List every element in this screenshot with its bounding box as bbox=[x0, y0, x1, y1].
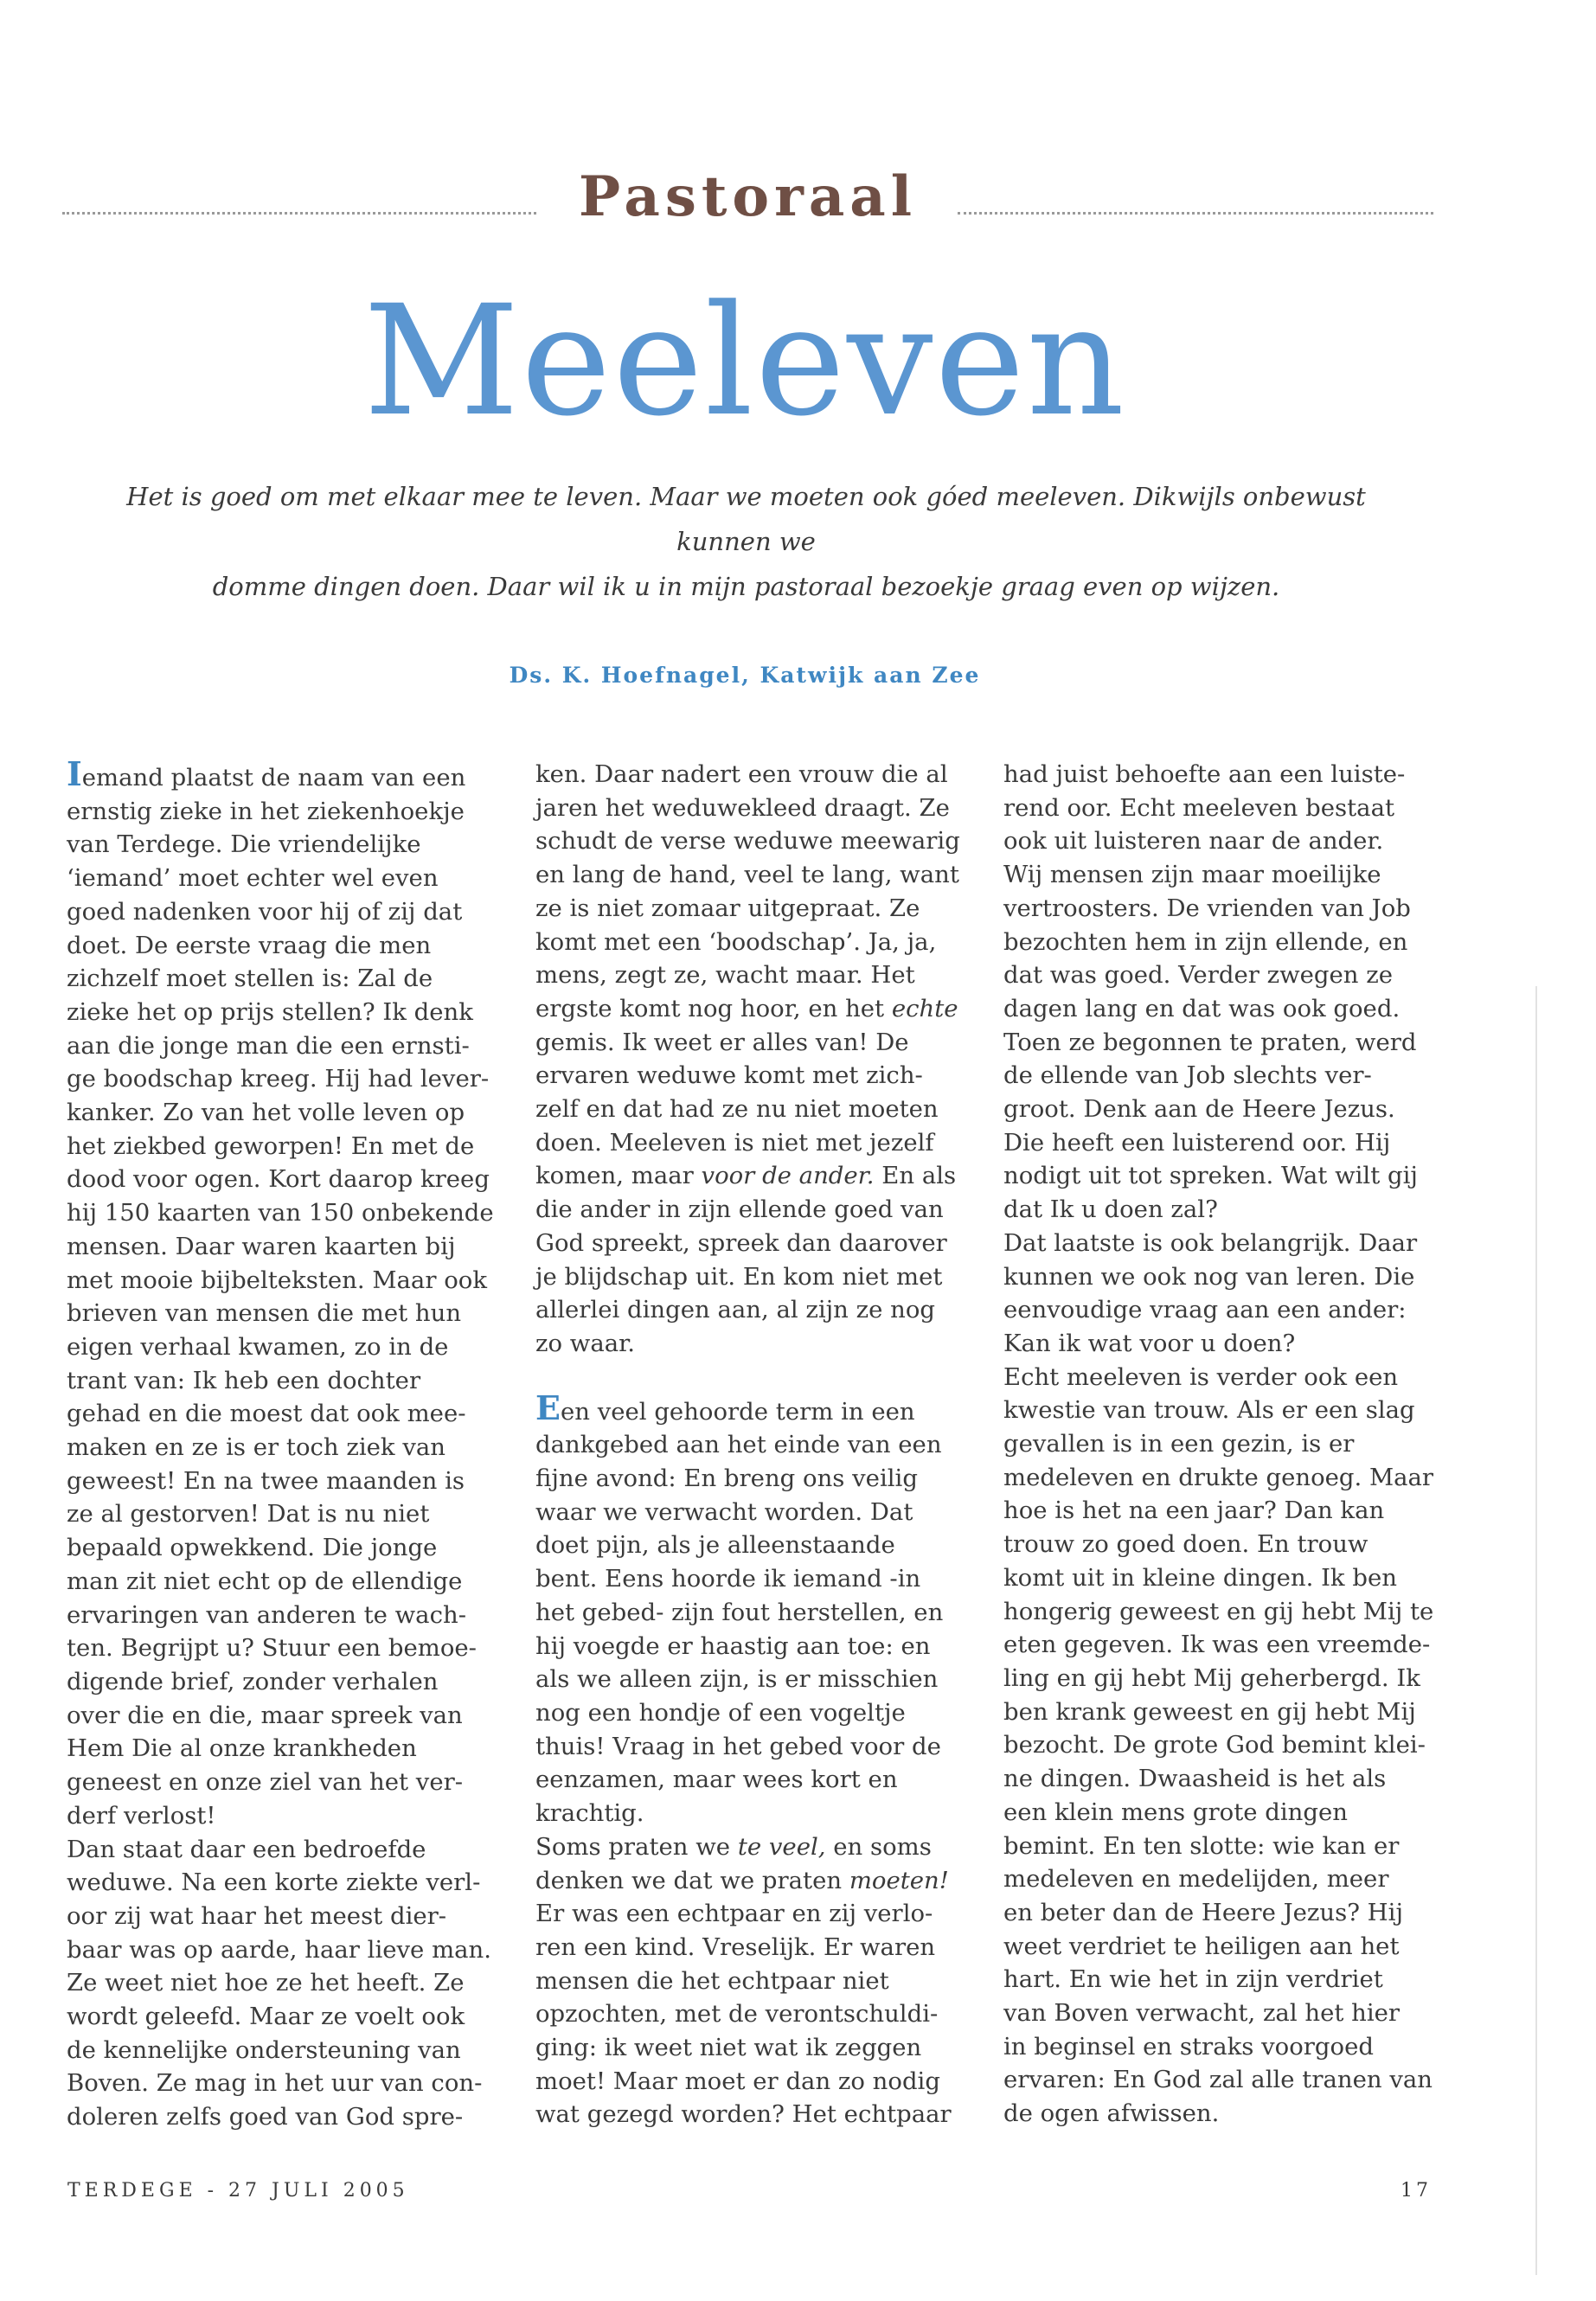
text-line: hongerig geweest en gij hebt Mij te bbox=[1003, 1597, 1434, 1625]
text-line: ne dingen. Dwaasheid is het als bbox=[1003, 1765, 1387, 1793]
text-line: hoe is het na een jaar? Dan kan bbox=[1003, 1497, 1385, 1525]
page-number: 17 bbox=[1401, 2180, 1432, 2202]
column-lines bbox=[535, 1026, 958, 1160]
column-lines bbox=[535, 758, 958, 992]
text-line: medeleven en medelijden, meer bbox=[1003, 1865, 1389, 1894]
text-line: die ander in zijn ellende goed van bbox=[535, 1195, 944, 1224]
text-line: waar we verwacht worden. Dat bbox=[535, 1497, 913, 1526]
text-line: dankgebed aan het einde van een bbox=[535, 1431, 942, 1459]
text-line: ernstig zieke in het ziekenhoekje bbox=[67, 797, 465, 825]
text-line: met mooie bijbelteksten. Maar ook bbox=[67, 1266, 487, 1294]
text-line: geweest! En na twee maanden is bbox=[67, 1466, 465, 1495]
section-label: Pastoraal bbox=[578, 164, 918, 229]
text-line: mensen die het echtpaar niet bbox=[535, 1966, 889, 1995]
column-lines bbox=[535, 1193, 958, 1361]
text-line: een klein mens grote dingen bbox=[1003, 1798, 1348, 1826]
text-line: Boven. Ze mag in het uur van con- bbox=[67, 2069, 483, 2098]
text-line: baar was op aarde, haar lieve man. bbox=[67, 1935, 491, 1964]
text-line: ervaringen van anderen te wach- bbox=[67, 1600, 466, 1629]
text-line: hij voegde er haastig aan toe: en bbox=[535, 1631, 931, 1660]
text-line: ling en gij hebt Mij geherbergd. Ik bbox=[1003, 1663, 1420, 1692]
text-line: God spreekt, spreek dan daarover bbox=[535, 1228, 947, 1257]
text-line: krachtig. bbox=[535, 1799, 644, 1828]
text-line: weet verdriet te heiligen aan het bbox=[1003, 1932, 1400, 1960]
text-line: ook uit luisteren naar de ander. bbox=[1003, 827, 1384, 856]
text-line: Een veel gehoorde term in een bbox=[535, 1388, 915, 1427]
text-line: allerlei dingen aan, al zijn ze nog bbox=[535, 1296, 936, 1324]
text-line: doen. Meeleven is niet met jezelf bbox=[535, 1128, 934, 1157]
text-line: doet. De eerste vraag die men bbox=[67, 931, 432, 959]
text-line: nog een hondje of een vogeltje bbox=[535, 1698, 906, 1727]
text-line: dagen lang en dat was ook goed. bbox=[1003, 994, 1401, 1022]
text-line: ren een kind. Vreselijk. Er waren bbox=[535, 1932, 936, 1961]
text-column-3 bbox=[1003, 758, 1434, 2131]
article-title: Meeleven bbox=[363, 272, 1126, 450]
text-line: groot. Denk aan de Heere Jezus. bbox=[1003, 1095, 1395, 1124]
text-column-1 bbox=[67, 754, 494, 2134]
section-header bbox=[62, 164, 1433, 242]
text-line: komt met een ‘boodschap’. Ja, ja, bbox=[535, 927, 937, 956]
text-line: medeleven en drukte genoeg. Maar bbox=[1003, 1463, 1434, 1491]
text-line: de ellende van Job slechts ver- bbox=[1003, 1061, 1372, 1090]
text-line: ge boodschap kreeg. Hij had lever- bbox=[67, 1065, 490, 1093]
text-line: de kennelijke ondersteuning van bbox=[67, 2035, 461, 2064]
text-line: komen, maar voor de ander. En als bbox=[535, 1162, 957, 1190]
text-line: fijne avond: En breng ons veilig bbox=[535, 1465, 918, 1493]
page-edge-line bbox=[1535, 986, 1537, 2275]
text-line: bent. Eens hoorde ik iemand -in bbox=[535, 1565, 921, 1593]
text-line: Die heeft een luisterend oor. Hij bbox=[1003, 1128, 1391, 1157]
drop-cap: I bbox=[67, 754, 82, 793]
text-line: rend oor. Echt meeleven bestaat bbox=[1003, 793, 1395, 822]
text-line: brieven van mensen die met hun bbox=[67, 1299, 462, 1328]
text-line: trouw zo goed doen. En trouw bbox=[1003, 1530, 1368, 1559]
text-line: eigen verhaal kwamen, zo in de bbox=[67, 1332, 449, 1361]
paragraph-gap bbox=[535, 1361, 958, 1392]
text-line: kunnen we ook nog van leren. Die bbox=[1003, 1262, 1415, 1291]
text-line: gevallen is in een gezin, is er bbox=[1003, 1430, 1355, 1458]
text-line: Kan ik wat voor u doen? bbox=[1003, 1329, 1296, 1357]
drop-cap: E bbox=[535, 1388, 561, 1427]
text-line: eten gegeven. Ik was een vreemde- bbox=[1003, 1631, 1431, 1659]
text-line: Er was een echtpaar en zij verlo- bbox=[535, 1900, 933, 1928]
author-byline: Ds. K. Hoefnagel, Katwijk aan Zee bbox=[509, 663, 981, 688]
text-line: dood voor ogen. Kort daarop kreeg bbox=[67, 1165, 490, 1194]
text-line: bezocht. De grote God bemint klei- bbox=[1003, 1731, 1426, 1759]
text-line: dat was goed. Verder zwegen ze bbox=[1003, 961, 1394, 990]
text-line: opzochten, met de verontschuldi- bbox=[535, 2000, 939, 2029]
text-line: van Terdege. Die vriendelijke bbox=[67, 830, 421, 859]
dotted-rule-right bbox=[958, 212, 1433, 215]
text-line: kwestie van trouw. Als er een slag bbox=[1003, 1396, 1415, 1425]
footer-publication: TERDEGE - 27 JULI 2005 bbox=[67, 2180, 409, 2202]
text-line: ken. Daar nadert een vrouw die al bbox=[535, 760, 948, 788]
text-line: Dat laatste is ook belangrijk. Daar bbox=[1003, 1228, 1418, 1257]
text-line: ben krank geweest en gij hebt Mij bbox=[1003, 1697, 1416, 1726]
text-line: schudt de verse weduwe meewarig bbox=[535, 827, 960, 856]
text-line: bepaald opwekkend. Die jonge bbox=[67, 1534, 438, 1562]
text-line: jaren het weduwekleed draagt. Ze bbox=[535, 793, 950, 822]
text-line: van Boven verwacht, zal het hier bbox=[1003, 1999, 1401, 2028]
text-line: hij 150 kaarten van 150 onbekende bbox=[67, 1199, 494, 1227]
text-line: Echt meeleven is verder ook een bbox=[1003, 1362, 1399, 1391]
text-line: oor zij wat haar het meest dier- bbox=[67, 1901, 447, 1930]
text-line: ze is niet zomaar uitgepraat. Ze bbox=[535, 894, 920, 922]
text-line: trant van: Ik heb een dochter bbox=[67, 1366, 421, 1394]
text-line: aan die jonge man die een ernsti- bbox=[67, 1031, 470, 1060]
text-line: komt uit in kleine dingen. Ik ben bbox=[1003, 1563, 1397, 1592]
text-line: geneest en onze ziel van het ver- bbox=[67, 1768, 464, 1797]
text-line: zieke het op prijs stellen? Ik denk bbox=[67, 997, 473, 1026]
text-line: moet! Maar moet er dan zo nodig bbox=[535, 2067, 940, 2095]
text-line: en lang de hand, veel te lang, want bbox=[535, 861, 959, 889]
text-line: het ziekbed geworpen! En met de bbox=[67, 1131, 475, 1160]
intro-line: domme dingen doen. Daar wil ik u in mijn pastoraal bezoekje graag even op wijzen. bbox=[212, 572, 1280, 601]
text-line: Wij mensen zijn maar moeilijke bbox=[1003, 861, 1381, 889]
column-lines bbox=[535, 1428, 958, 1830]
text-line: bezochten hem in zijn ellende, en bbox=[1003, 927, 1408, 956]
text-line: de ogen afwissen. bbox=[1003, 2099, 1220, 2128]
text-line: Toen ze begonnen te praten, werd bbox=[1003, 1028, 1417, 1056]
text-line: thuis! Vraag in het gebed voor de bbox=[535, 1732, 941, 1760]
text-line: je blijdschap uit. En kom niet met bbox=[535, 1262, 943, 1291]
text-line: hart. En wie het in zijn verdriet bbox=[1003, 1965, 1383, 1994]
text-line: derf verlost! bbox=[67, 1801, 216, 1830]
text-line: zelf en dat had ze nu niet moeten bbox=[535, 1095, 939, 1124]
text-line: Dan staat daar een bedroefde bbox=[67, 1835, 426, 1863]
text-line: als we alleen zijn, is er misschien bbox=[535, 1665, 939, 1694]
text-line: ten. Begrijpt u? Stuur een bemoe- bbox=[67, 1634, 477, 1663]
text-line: wordt geleefd. Maar ze voelt ook bbox=[67, 2003, 465, 2031]
text-line: kanker. Zo van het volle leven op bbox=[67, 1099, 465, 1127]
text-line: Iemand plaatst de naam van een bbox=[67, 754, 466, 793]
text-line: ze al gestorven! Dat is nu niet bbox=[67, 1500, 430, 1529]
text-line: nodigt uit tot spreken. Wat wilt gij bbox=[1003, 1162, 1418, 1190]
column-lines bbox=[535, 1897, 958, 2131]
text-line: doleren zelfs goed van God spre- bbox=[67, 2103, 464, 2131]
column-lines bbox=[1003, 758, 1434, 2131]
text-line: bemint. En ten slotte: wie kan er bbox=[1003, 1831, 1400, 1860]
text-line: digende brief, zonder verhalen bbox=[67, 1667, 439, 1695]
text-line: weduwe. Na een korte ziekte verl- bbox=[67, 1868, 481, 1897]
text-line: denken we dat we praten moeten! bbox=[535, 1866, 949, 1894]
text-line: ‘iemand’ moet echter wel even bbox=[67, 864, 439, 893]
text-line: eenvoudige vraag aan een ander: bbox=[1003, 1296, 1407, 1324]
text-line: dat Ik u doen zal? bbox=[1003, 1195, 1218, 1224]
text-line: zo waar. bbox=[535, 1329, 635, 1357]
text-line: wat gezegd worden? Het echtpaar bbox=[535, 2100, 952, 2129]
article-intro bbox=[78, 474, 1414, 609]
text-line: ergste komt nog hoor, en het echte bbox=[535, 994, 958, 1022]
text-line: ging: ik weet niet wat ik zeggen bbox=[535, 2034, 922, 2062]
text-line: Ze weet niet hoe ze het heeft. Ze bbox=[67, 1969, 465, 1997]
text-line: eenzamen, maar wees kort en bbox=[535, 1766, 898, 1794]
column-lines bbox=[67, 795, 494, 2134]
text-line: maken en ze is er toch ziek van bbox=[67, 1433, 445, 1462]
text-line: doet pijn, als je alleenstaande bbox=[535, 1531, 895, 1560]
text-line: zichzelf moet stellen is: Zal de bbox=[67, 965, 433, 993]
text-column-2 bbox=[535, 758, 958, 2131]
text-line: en beter dan de Heere Jezus? Hij bbox=[1003, 1898, 1403, 1926]
text-line: in beginsel en straks voorgoed bbox=[1003, 2032, 1374, 2061]
text-line: ervaren: En God zal alle tranen van bbox=[1003, 2066, 1433, 2094]
text-line: vertroosters. De vrienden van Job bbox=[1003, 894, 1411, 922]
text-line: goed nadenken voor hij of zij dat bbox=[67, 897, 463, 926]
intro-line: Het is goed om met elkaar mee te leven. Maar we moeten ook góed meeleven. Dikwijls onbewust kunnen we bbox=[126, 482, 1366, 556]
text-line: ervaren weduwe komt met zich- bbox=[535, 1061, 923, 1090]
text-line: Soms praten we te veel, en soms bbox=[535, 1832, 932, 1861]
text-line: gehad en die moest dat ook mee- bbox=[67, 1400, 466, 1428]
text-line: man zit niet echt op de ellendige bbox=[67, 1567, 463, 1595]
text-line: Hem Die al onze krankheden bbox=[67, 1734, 417, 1763]
text-line: het gebed- zijn fout herstellen, en bbox=[535, 1598, 944, 1626]
text-line: mens, zegt ze, wacht maar. Het bbox=[535, 961, 915, 990]
text-line: had juist behoefte aan een luiste- bbox=[1003, 760, 1406, 788]
text-line: gemis. Ik weet er alles van! De bbox=[535, 1028, 909, 1056]
text-line: over die en die, maar spreek van bbox=[67, 1701, 463, 1729]
text-line: mensen. Daar waren kaarten bij bbox=[67, 1232, 456, 1260]
